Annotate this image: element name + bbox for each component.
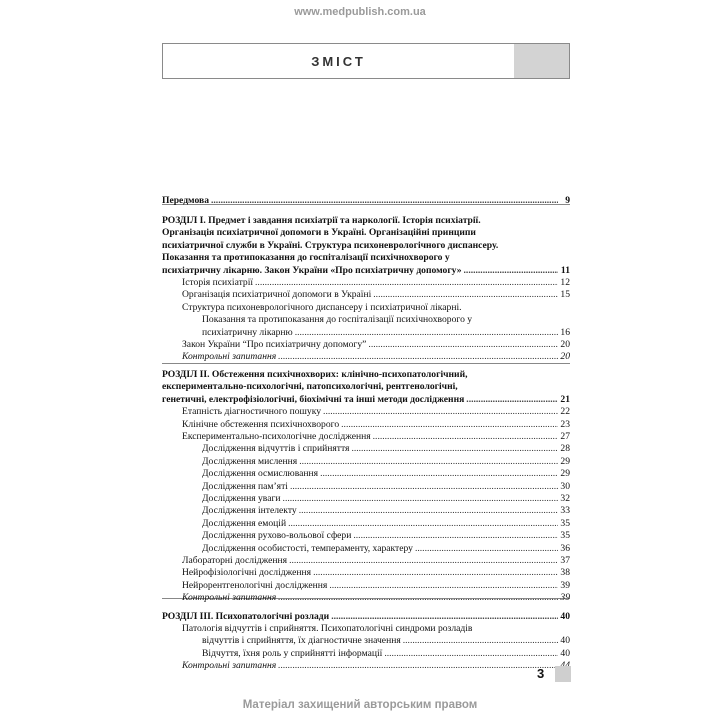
contents-header — [162, 43, 570, 79]
table-of-contents — [162, 192, 570, 673]
toc-subentry[interactable]: Дослідження особистості, темпераменту, характеру ..... 36 — [162, 543, 570, 555]
toc-subentry[interactable]: Дослідження емоцій ..... 35 — [162, 518, 570, 530]
toc-control-questions[interactable]: Контрольні запитання ..... 20 — [162, 351, 570, 363]
toc-subentry[interactable]: Дослідження уваги ..... 32 — [162, 493, 570, 505]
section-heading-line: Показання та протипоказання до госпіталізації психічнохворого у — [162, 252, 450, 264]
toc-entry[interactable]: Експериментально-психологічне дослідження ..... 27 — [162, 431, 570, 443]
toc-subentry[interactable]: Дослідження осмислювання ..... 29 — [162, 468, 570, 480]
section-heading-line: РОЗДІЛ I. Предмет і завдання психіатрії та наркології. Історія психіатрії. — [162, 215, 481, 226]
toc-entry-line: Показання та протипоказання до госпіталізації психічнохворого у — [202, 314, 473, 326]
section-heading-line: експериментально-психологічні, патопсихологічні, рентгенологічні, — [162, 381, 458, 393]
toc-control-questions[interactable]: Контрольні запитання ..... — [162, 660, 570, 672]
toc-subentry[interactable]: Дослідження мислення ..... 29 — [162, 456, 570, 468]
toc-subentry[interactable]: Дослідження відчуттів і сприйняття ..... 28 — [162, 443, 570, 455]
header-title: ЗМІСТ — [311, 53, 366, 69]
page-tab — [555, 666, 571, 682]
copyright-footer: Матеріал захищений авторським правом — [242, 699, 478, 711]
section-heading-last[interactable]: генетичні, електрофізіологічні, біохімічні та інші методи дослідження ..... 21 — [162, 394, 570, 406]
toc-entry[interactable]: психіатричну лікарню ..... 16 — [162, 327, 570, 339]
toc-entry[interactable]: Лабораторні дослідження ..... 37 — [162, 555, 570, 567]
toc-title: Передмова — [162, 194, 209, 206]
toc-control-questions[interactable]: Контрольні запитання ..... 39 — [162, 592, 570, 604]
toc-section-3 — [162, 611, 570, 673]
site-url: www.medpublish.com.ua — [294, 6, 426, 18]
toc-entry[interactable]: відчуттів і сприйняття, їх діагностичне значення ..... 40 — [162, 635, 570, 647]
toc-preface[interactable] — [162, 192, 570, 207]
section-heading-line: психіатричної служби в Україні. Структура психоневрологічного диспансеру. — [162, 239, 499, 251]
toc-subentry[interactable]: Дослідження інтелекту ..... 33 — [162, 505, 570, 517]
section-heading-line: РОЗДІЛ II. Обстеження психічнохворих: клінічно-психопатологічний, — [162, 368, 468, 380]
toc-section-2 — [162, 369, 570, 605]
header-gray-tab — [514, 44, 569, 78]
section-heading-last[interactable]: психіатричну лікарню. Закон України «Про психіатричну допомогу» ..... 11 — [162, 265, 570, 277]
section-heading-line: Організація психіатричної допомоги в Україні. Організаційні принципи — [162, 227, 476, 239]
toc-entry[interactable]: Історія психіатрії ..... 12 — [162, 277, 570, 289]
section-heading-last[interactable]: РОЗДІЛ III. Психопатологічні розлади ..... 40 — [162, 611, 570, 623]
toc-entry-line: Патологія відчуттів і сприйняття. Психопатологічні синдроми розладів — [182, 623, 473, 634]
toc-entry[interactable]: Закон України “Про психіатричну допомогу” ..... 20 — [162, 339, 570, 351]
toc-subentry[interactable]: Дослідження пам’яті ..... 30 — [162, 481, 570, 493]
toc-entry[interactable]: Етапність діагностичного пошуку ..... 22 — [162, 406, 570, 418]
toc-entry[interactable]: Відчуття, їхня роль у сприйнятті інформації ..... 40 — [162, 648, 570, 660]
toc-entry[interactable]: Нейрорентгенологічні дослідження ..... 39 — [162, 580, 570, 592]
toc-section-1 — [162, 215, 570, 364]
toc-page: 9 — [565, 194, 570, 206]
page-number: 3 — [537, 666, 545, 681]
toc-entry[interactable]: Нейрофізіологічні дослідження ..... 38 — [162, 567, 570, 579]
toc-entry[interactable]: Клінічне обстеження психічнохворого ..... 23 — [162, 419, 570, 431]
toc-entry-line: Структура психоневрологічного диспансеру і психіатричної лікарні. — [182, 301, 462, 313]
toc-entry[interactable]: Організація психіатричної допомоги в Україні ..... 15 — [162, 289, 570, 301]
toc-subentry[interactable]: Дослідження рухово-вольової сфери ..... 35 — [162, 530, 570, 542]
